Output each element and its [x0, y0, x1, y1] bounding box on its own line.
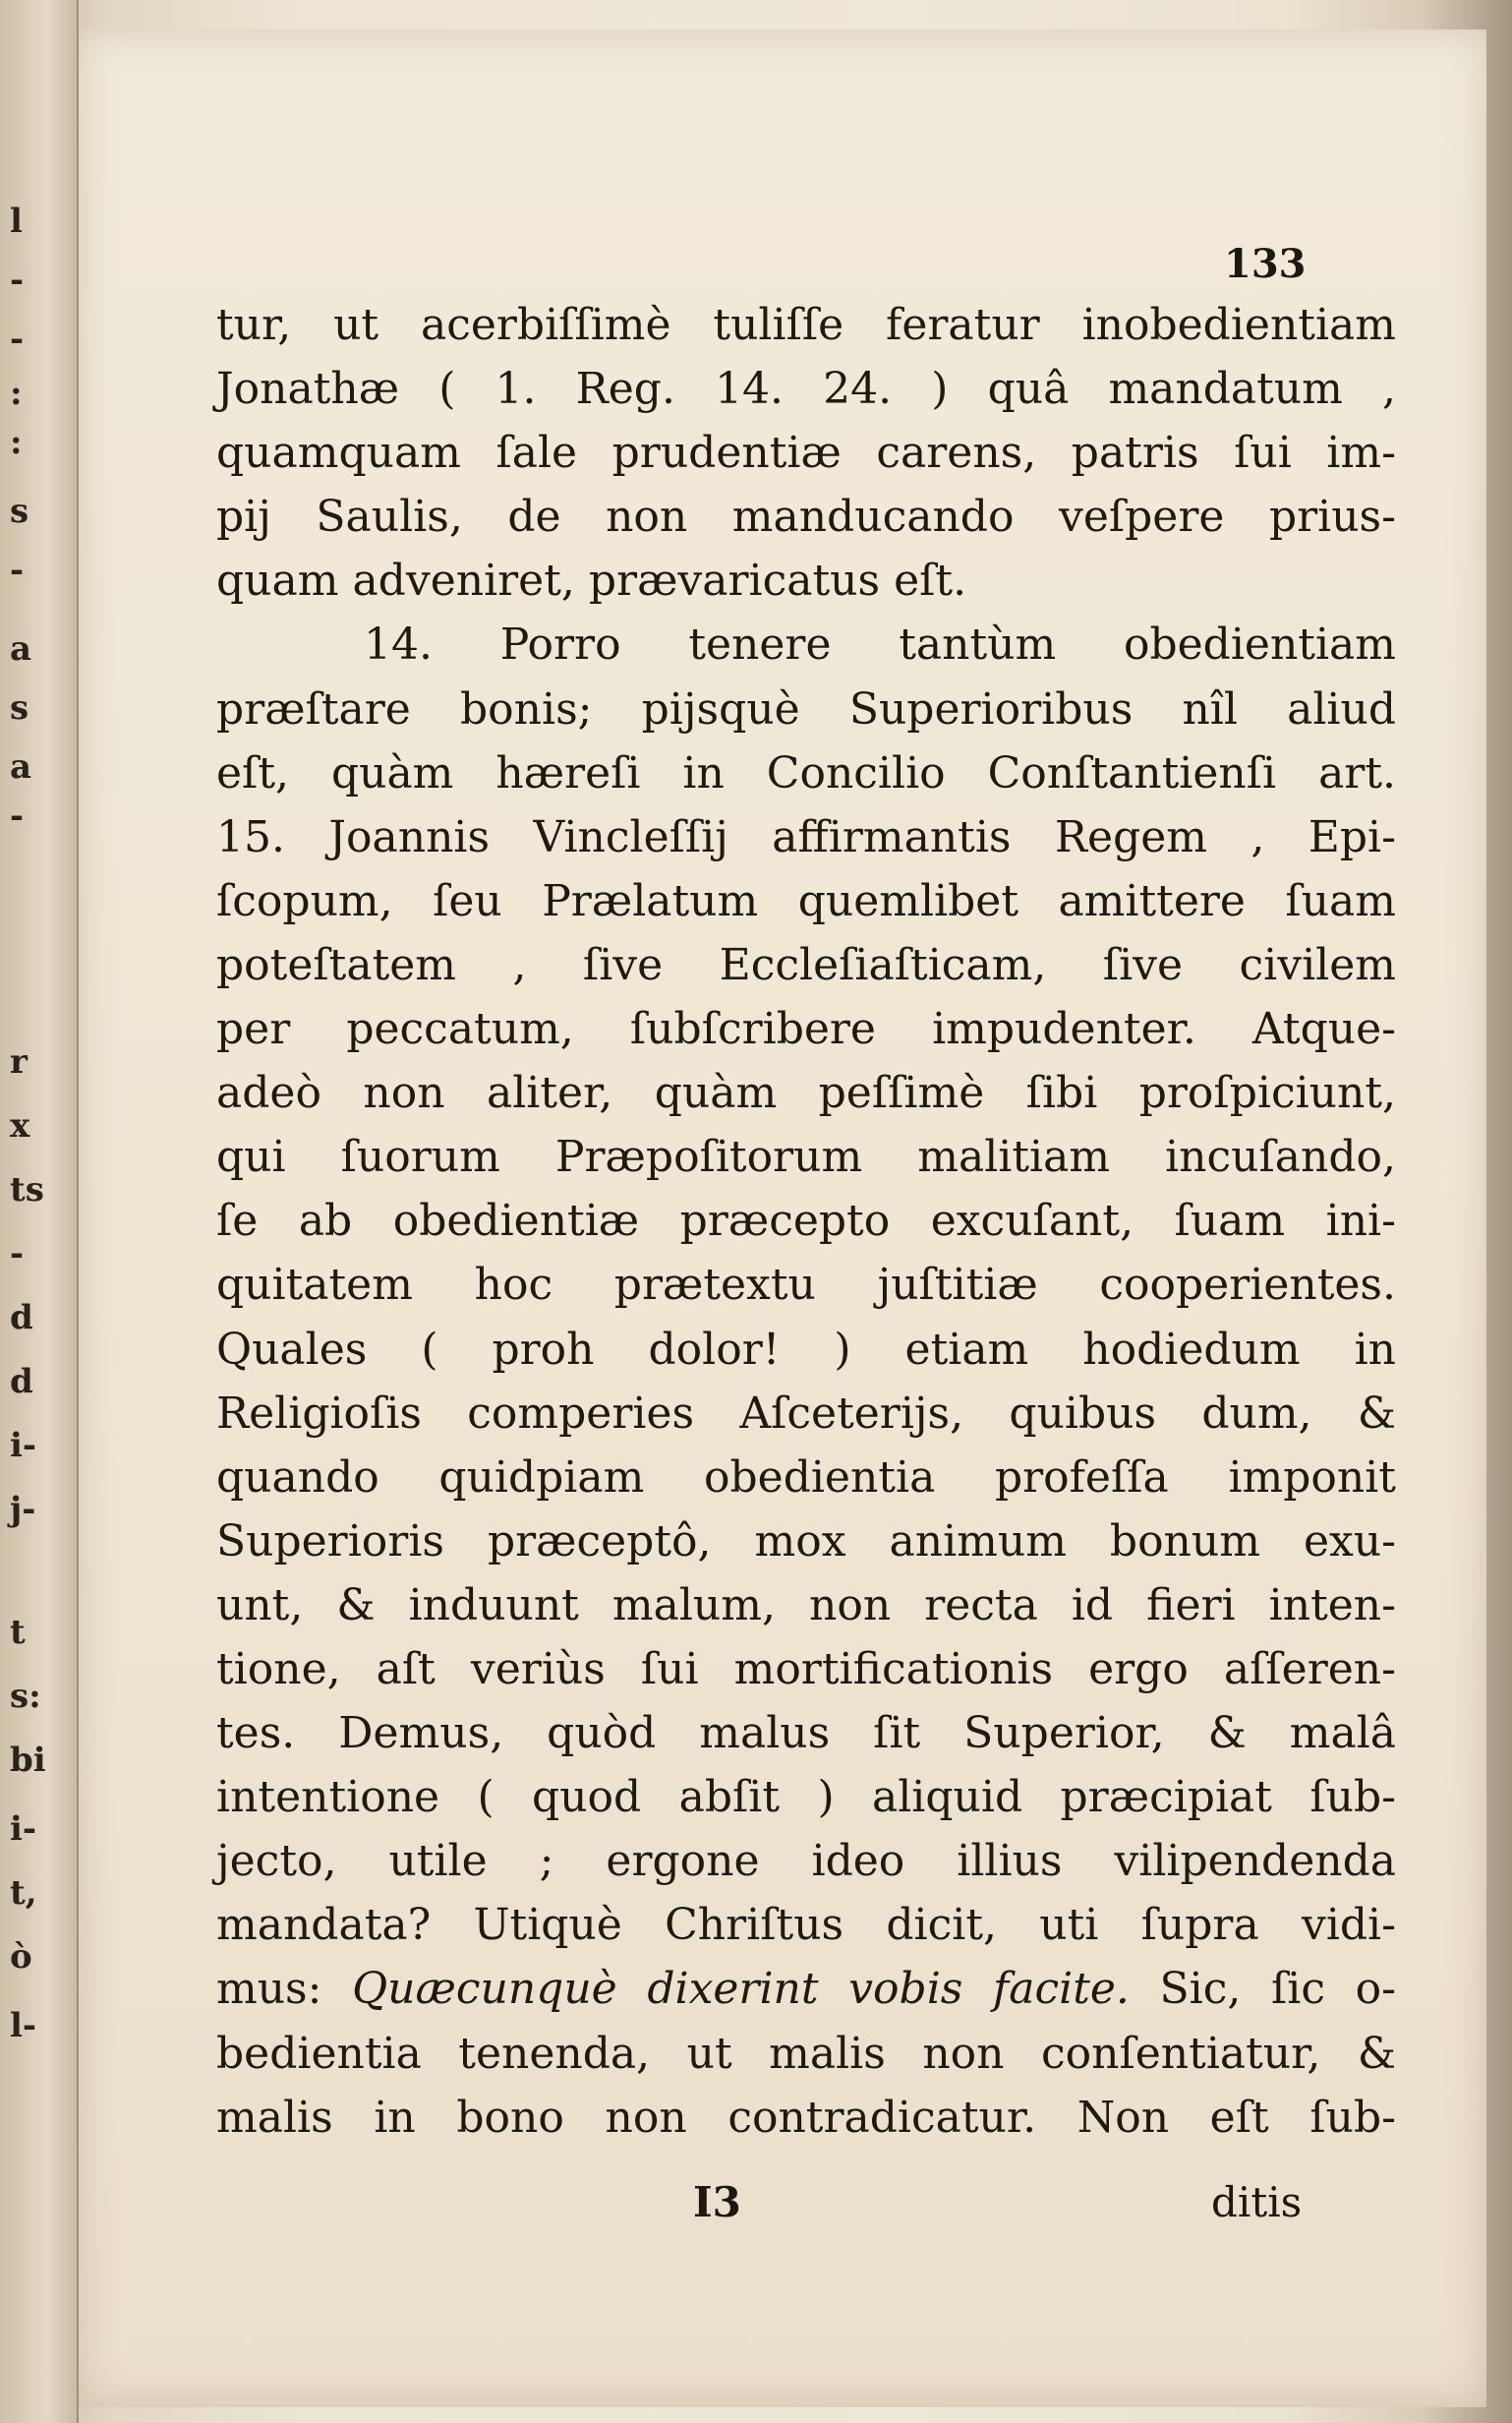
margin-fragment: s: — [10, 1677, 41, 1716]
text-line: per peccatum, ſubſcribere impudenter. Atque- — [216, 1004, 1396, 1055]
text-line: unt, & induunt malum, non recta id fieri inten- — [216, 1579, 1396, 1630]
page-number: 133 — [1224, 241, 1307, 287]
text-line: intentione ( quod abſit ) aliquid præcipiat ſub- — [216, 1772, 1396, 1823]
margin-fragment: i- — [10, 1809, 37, 1849]
signature-mark: I3 — [693, 2178, 741, 2226]
text-line: ſe ab obedientiæ præcepto excuſant, ſuam ini- — [216, 1196, 1396, 1247]
text-line: 15. Joannis Vincleſſij affirmantis Regem , Epi- — [216, 811, 1396, 862]
text-line: ſcopum, ſeu Prælatum quemlibet amittere ſuam — [216, 875, 1396, 926]
text-line: poteſtatem , ſive Eccleſiaſticam, ſive civilem — [216, 939, 1396, 990]
text-line: Religioſis comperies Aſceterijs, quibus dum, & — [216, 1388, 1396, 1439]
text-line: Quales ( proh dolor! ) etiam hodiedum in — [216, 1324, 1396, 1375]
body-text — [216, 293, 1396, 2150]
margin-fragment: l — [10, 202, 23, 241]
margin-fragment: j- — [10, 1490, 36, 1529]
text-line: mandata? Utiquè Chriſtus dicit, uti ſupra vidi- — [216, 1900, 1396, 1951]
margin-fragment: ts — [10, 1170, 44, 1210]
margin-fragment: : — [10, 374, 23, 413]
previous-page-edge — [0, 0, 79, 2423]
margin-fragment: t, — [10, 1873, 37, 1913]
margin-fragment: - — [10, 1234, 25, 1273]
margin-fragment: - — [10, 797, 25, 836]
text-line: tione, aſt veriùs ſui mortificationis ergo aſſeren- — [216, 1643, 1396, 1694]
margin-fragment: l- — [10, 2006, 37, 2045]
text-line-with-quote — [216, 1957, 1396, 2021]
text-line: bedientia tenenda, ut malis non conſentiatur, & — [216, 2028, 1396, 2079]
text-line: qui ſuorum Præpoſitorum malitiam incuſando, — [216, 1132, 1396, 1183]
margin-fragment: i- — [10, 1426, 37, 1465]
text-line: Superioris præceptô, mox animum bonum exu- — [216, 1515, 1396, 1566]
margin-fragment: - — [10, 551, 25, 590]
text-segment: mus: — [216, 1964, 322, 2015]
text-line: 14. Porro tenere tantùm obedientiam — [364, 620, 1396, 671]
margin-fragment: d — [10, 1298, 33, 1337]
margin-fragment: r — [10, 1042, 28, 1082]
text-line: tur, ut acerbiſſimè tuliſſe feratur inobedientiam — [216, 300, 1396, 350]
catchword: ditis — [1211, 2178, 1303, 2226]
text-line: tes. Demus, quòd malus ſit Superior, & malâ — [216, 1708, 1396, 1759]
text-line: malis in bono non contradicatur. Non eſt ſub- — [216, 2092, 1396, 2143]
text-segment: Sic, ſic o- — [1159, 1964, 1396, 2015]
margin-fragment: bi — [10, 1741, 46, 1780]
book-page — [79, 30, 1486, 2407]
text-line: quando quidpiam obedientia profeſſa imponit — [216, 1451, 1396, 1503]
margin-fragment: ò — [10, 1937, 32, 1977]
margin-fragment: t — [10, 1613, 26, 1652]
margin-fragment: a — [10, 747, 32, 787]
text-line: quam adveniret, prævaricatus eſt. — [216, 556, 967, 607]
text-line: adeò non aliter, quàm peſſimè ſibi proſpiciunt, — [216, 1068, 1396, 1119]
text-line: præſtare bonis; pijsquè Superioribus nîl aliud — [216, 683, 1396, 735]
margin-fragment: d — [10, 1362, 33, 1401]
text-line: jecto, utile ; ergone ideo illius vilipendenda — [216, 1836, 1396, 1887]
margin-fragment: : — [10, 423, 23, 462]
margin-fragment: s — [10, 492, 29, 531]
text-line: eſt, quàm hæreſi in Concilio Conſtantienſi art. — [216, 747, 1396, 798]
margin-fragment: - — [10, 320, 25, 359]
margin-fragment: x — [10, 1106, 30, 1146]
text-line: Jonathæ ( 1. Reg. 14. 24. ) quâ mandatum , — [216, 364, 1396, 415]
text-line: pij Saulis, de non manducando veſpere prius- — [216, 492, 1396, 543]
italic-quotation: Quæcunquè dixerint vobis facite. — [352, 1964, 1130, 2015]
text-line: quamquam ſale prudentiæ carens, patris ſui im- — [216, 428, 1396, 479]
margin-fragment: s — [10, 688, 29, 728]
margin-fragment: - — [10, 261, 25, 300]
text-line: quitatem hoc prætextu juſtitiæ cooperientes. — [216, 1260, 1396, 1311]
margin-fragment: a — [10, 629, 32, 669]
